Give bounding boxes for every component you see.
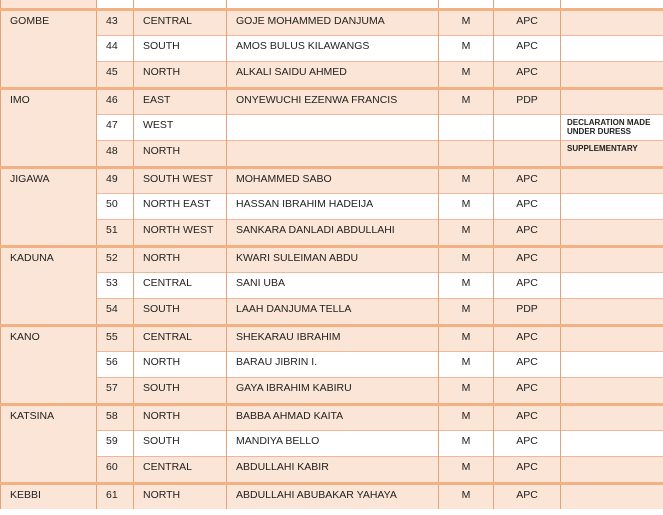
party: APC: [516, 460, 538, 473]
senatorial-zone-cell: [134, 193, 227, 219]
senator-name: ALKALI SAIDU AHMED: [236, 65, 347, 78]
sex-cell: [439, 483, 494, 509]
state-cell: [1, 246, 97, 325]
sex: M: [461, 460, 471, 473]
remark-cell: [561, 193, 663, 219]
table-row: [1, 61, 663, 88]
party: APC: [516, 14, 538, 27]
senatorial-zone: SOUTH: [143, 39, 180, 52]
state-name: GOMBE: [10, 14, 50, 27]
senatorial-zone: WEST: [143, 118, 174, 131]
senatorial-zone: NORTH: [143, 65, 181, 78]
sex-cell: [439, 325, 494, 351]
sex-cell: [439, 377, 494, 404]
party: APC: [516, 197, 538, 210]
table-row: [1, 140, 663, 167]
sex-cell: [439, 140, 494, 167]
senatorial-zone-cell: [134, 88, 227, 114]
senator-name: SHEKARAU IBRAHIM: [236, 330, 341, 343]
sex: M: [461, 330, 471, 343]
district-number: 58: [106, 409, 118, 422]
district-number-cell: [97, 167, 134, 193]
senator-name: HASSAN IBRAHIM HADEIJA: [236, 197, 374, 210]
remark-cell: [561, 114, 663, 140]
state-cell: [1, 167, 97, 246]
remark-cell: [561, 298, 663, 325]
party-cell: [494, 377, 561, 404]
party-cell: [494, 325, 561, 351]
sex-cell: [439, 219, 494, 246]
table-row: [1, 193, 663, 219]
senator-name: LAAH DANJUMA TELLA: [236, 302, 352, 315]
sex: M: [461, 276, 471, 289]
party-cell: [494, 140, 561, 167]
party-cell: [494, 430, 561, 456]
party: APC: [516, 409, 538, 422]
district-number: 61: [106, 488, 118, 501]
senatorial-zone-cell: [134, 9, 227, 35]
sex: M: [461, 355, 471, 368]
party: APC: [516, 65, 538, 78]
senator-name-cell: [227, 167, 439, 193]
party-cell: [494, 88, 561, 114]
party-cell: [494, 35, 561, 61]
state-name: KANO: [10, 330, 40, 343]
sex: M: [461, 14, 471, 27]
senator-name-cell: [227, 404, 439, 430]
sex: M: [461, 302, 471, 315]
district-number-cell: [97, 114, 134, 140]
district-number-cell: [97, 377, 134, 404]
senatorial-zone: SOUTH: [143, 434, 180, 447]
sex-cell: [439, 272, 494, 298]
table-row: [1, 404, 663, 430]
senatorial-zone: CENTRAL: [143, 276, 193, 289]
district-number: 50: [106, 197, 118, 210]
sex-cell: [439, 404, 494, 430]
remark-cell: [561, 456, 663, 483]
remark-cell: [561, 430, 663, 456]
senatorial-zone: EAST: [143, 93, 171, 106]
senatorial-zone-cell: [134, 167, 227, 193]
party-cell: [494, 9, 561, 35]
party: PDP: [516, 302, 538, 315]
remark-cell: [561, 9, 663, 35]
party: APC: [516, 330, 538, 343]
table-row: [1, 9, 663, 35]
senatorial-zone-cell: [134, 483, 227, 509]
district-number-cell: [97, 61, 134, 88]
party-cell: [494, 351, 561, 377]
senator-name-cell: [227, 377, 439, 404]
remark-cell: [561, 35, 663, 61]
table-row: [1, 430, 663, 456]
senatorial-zone: NORTH EAST: [143, 197, 211, 210]
remark-cell: [561, 219, 663, 246]
party-cell: [494, 404, 561, 430]
district-number-cell: [97, 35, 134, 61]
party-cell: [494, 298, 561, 325]
state-name: IMO: [10, 93, 30, 106]
table-row: [1, 377, 663, 404]
table-row: [1, 483, 663, 509]
senatorial-zone: NORTH: [143, 355, 181, 368]
senator-name-cell: [227, 325, 439, 351]
sex: M: [461, 381, 471, 394]
senator-name-cell: [227, 88, 439, 114]
sex-cell: [439, 167, 494, 193]
senator-name: BABBA AHMAD KAITA: [236, 409, 344, 422]
state-cell: [1, 88, 97, 167]
sex-cell: [439, 456, 494, 483]
senator-name: SANKARA DANLADI ABDULLAHI: [236, 223, 395, 236]
district-number: 52: [106, 251, 118, 264]
party: APC: [516, 276, 538, 289]
table-row: [1, 114, 663, 140]
senatorial-zone: SOUTH: [143, 381, 180, 394]
party-cell: [494, 456, 561, 483]
party-cell: [494, 219, 561, 246]
party-cell: [494, 167, 561, 193]
senatorial-zone-cell: [134, 404, 227, 430]
remark-cell: [561, 140, 663, 167]
district-number: 55: [106, 330, 118, 343]
senatorial-zone-cell: [134, 377, 227, 404]
sex-cell: [439, 193, 494, 219]
table-row: [1, 456, 663, 483]
district-number-cell: [97, 9, 134, 35]
sex: M: [461, 409, 471, 422]
senatorial-zone-cell: [134, 140, 227, 167]
party: APC: [516, 434, 538, 447]
table-row: [1, 298, 663, 325]
party: APC: [516, 355, 538, 368]
remark-cell: [561, 61, 663, 88]
district-number: 43: [106, 14, 118, 27]
senator-name-cell: [227, 456, 439, 483]
district-number-cell: [97, 88, 134, 114]
district-number-cell: [97, 325, 134, 351]
senatorial-zone: NORTH: [143, 251, 181, 264]
senator-name: [236, 115, 438, 119]
sex-cell: [439, 114, 494, 140]
district-number: 48: [106, 144, 118, 157]
table-row: [1, 272, 663, 298]
party-cell: [494, 61, 561, 88]
remark-cell: [561, 404, 663, 430]
senatorial-zone-cell: [134, 246, 227, 272]
senator-name-cell: [227, 35, 439, 61]
state-cell: [1, 325, 97, 404]
remark-cell: [561, 483, 663, 509]
senator-name-cell: [227, 9, 439, 35]
senatorial-zone: NORTH: [143, 144, 181, 157]
senator-name-cell: [227, 298, 439, 325]
senator-name-cell: [227, 219, 439, 246]
party: [494, 115, 560, 119]
senator-name-cell: [227, 272, 439, 298]
senatorial-zone-cell: [134, 351, 227, 377]
senator-name: ONYEWUCHI EZENWA FRANCIS: [236, 93, 398, 106]
senatorial-zone: CENTRAL: [143, 460, 193, 473]
senator-name: [236, 141, 438, 145]
district-number: 56: [106, 355, 118, 368]
senatorial-zone: SOUTH: [143, 302, 180, 315]
district-number: 44: [106, 39, 118, 52]
senatorial-zone: NORTH: [143, 409, 181, 422]
state-cell: [1, 404, 97, 483]
table-row: [1, 246, 663, 272]
district-number: 47: [106, 118, 118, 131]
party-cell: [494, 272, 561, 298]
sex-cell: [439, 298, 494, 325]
party: [494, 141, 560, 145]
district-number: 57: [106, 381, 118, 394]
party-cell: [494, 193, 561, 219]
sex: M: [461, 223, 471, 236]
sex-cell: [439, 61, 494, 88]
district-number: 46: [106, 93, 118, 106]
senatorial-zone-cell: [134, 219, 227, 246]
district-number-cell: [97, 456, 134, 483]
senator-name: MOHAMMED SABO: [236, 172, 332, 185]
sex: M: [461, 65, 471, 78]
table-top-strip: [1, 0, 663, 9]
senatorial-zone: NORTH WEST: [143, 223, 214, 236]
sex: M: [461, 251, 471, 264]
district-number-cell: [97, 272, 134, 298]
sex-cell: [439, 351, 494, 377]
senatorial-zone-cell: [134, 430, 227, 456]
district-number-cell: [97, 298, 134, 325]
party: APC: [516, 172, 538, 185]
remark-cell: [561, 167, 663, 193]
senatorial-zone-cell: [134, 61, 227, 88]
senator-name-cell: [227, 140, 439, 167]
district-number-cell: [97, 404, 134, 430]
party-cell: [494, 114, 561, 140]
senator-name: GAYA IBRAHIM KABIRU: [236, 381, 352, 394]
state-cell: [1, 483, 97, 509]
senator-name-cell: [227, 114, 439, 140]
remark-cell: [561, 88, 663, 114]
senator-name-cell: [227, 483, 439, 509]
remark-cell: [561, 325, 663, 351]
district-number: 59: [106, 434, 118, 447]
state-cell: [1, 9, 97, 88]
party: APC: [516, 488, 538, 501]
district-number-cell: [97, 219, 134, 246]
district-number: 60: [106, 460, 118, 473]
district-number-cell: [97, 193, 134, 219]
senatorial-zone-cell: [134, 456, 227, 483]
district-number-cell: [97, 483, 134, 509]
district-number-cell: [97, 140, 134, 167]
senator-name: AMOS BULUS KILAWANGS: [236, 39, 370, 52]
sex-cell: [439, 246, 494, 272]
senatorial-zone-cell: [134, 325, 227, 351]
table-row: [1, 351, 663, 377]
party: APC: [516, 381, 538, 394]
district-number: 49: [106, 172, 118, 185]
sex-cell: [439, 88, 494, 114]
sex: M: [461, 197, 471, 210]
district-number: 45: [106, 65, 118, 78]
district-number: 51: [106, 223, 118, 236]
remark-cell: [561, 272, 663, 298]
senator-name-cell: [227, 351, 439, 377]
state-name: KEBBI: [10, 488, 41, 501]
sex: M: [461, 172, 471, 185]
senator-name: MANDIYA BELLO: [236, 434, 320, 447]
table-row: [1, 88, 663, 114]
senatorial-zone: NORTH: [143, 488, 181, 501]
senator-name: ABDULLAHI KABIR: [236, 460, 329, 473]
district-number-cell: [97, 430, 134, 456]
district-number-cell: [97, 351, 134, 377]
state-name: KATSINA: [10, 409, 55, 422]
party: APC: [516, 251, 538, 264]
table-row: [1, 35, 663, 61]
sex: M: [461, 93, 471, 106]
senator-name-cell: [227, 430, 439, 456]
party: APC: [516, 223, 538, 236]
state-name: JIGAWA: [10, 172, 50, 185]
party: PDP: [516, 93, 538, 106]
senator-name-cell: [227, 61, 439, 88]
sex: M: [461, 39, 471, 52]
senatorial-zone: CENTRAL: [143, 14, 193, 27]
party-cell: [494, 246, 561, 272]
senatorial-zone-cell: [134, 272, 227, 298]
remark-cell: [561, 246, 663, 272]
remark: DECLARATION MADE UNDER DURESS: [567, 117, 651, 136]
sex-cell: [439, 35, 494, 61]
sex: M: [461, 488, 471, 501]
senator-name: BARAU JIBRIN I.: [236, 355, 318, 368]
senator-name: SANI UBA: [236, 276, 286, 289]
senatorial-zone-cell: [134, 298, 227, 325]
table-row: [1, 167, 663, 193]
sex: M: [461, 434, 471, 447]
party: APC: [516, 39, 538, 52]
senator-name-cell: [227, 193, 439, 219]
sex: [439, 115, 493, 119]
sex: [439, 141, 493, 145]
senator-name: GOJE MOHAMMED DANJUMA: [236, 14, 385, 27]
senator-name: KWARI SULEIMAN ABDU: [236, 251, 359, 264]
sex-cell: [439, 430, 494, 456]
state-name: KADUNA: [10, 251, 54, 264]
senatorial-zone-cell: [134, 35, 227, 61]
district-number: 53: [106, 276, 118, 289]
party-cell: [494, 483, 561, 509]
senator-name-cell: [227, 246, 439, 272]
remark: SUPPLEMENTARY: [567, 143, 638, 153]
remark-cell: [561, 351, 663, 377]
senatorial-zone: SOUTH WEST: [143, 172, 213, 185]
senatorial-zone-cell: [134, 114, 227, 140]
sex-cell: [439, 9, 494, 35]
remark-cell: [561, 377, 663, 404]
district-number-cell: [97, 246, 134, 272]
senator-name: ABDULLAHI ABUBAKAR YAHAYA: [236, 488, 397, 501]
senatorial-zone: CENTRAL: [143, 330, 193, 343]
district-number: 54: [106, 302, 118, 315]
table-row: [1, 325, 663, 351]
table-row: [1, 219, 663, 246]
